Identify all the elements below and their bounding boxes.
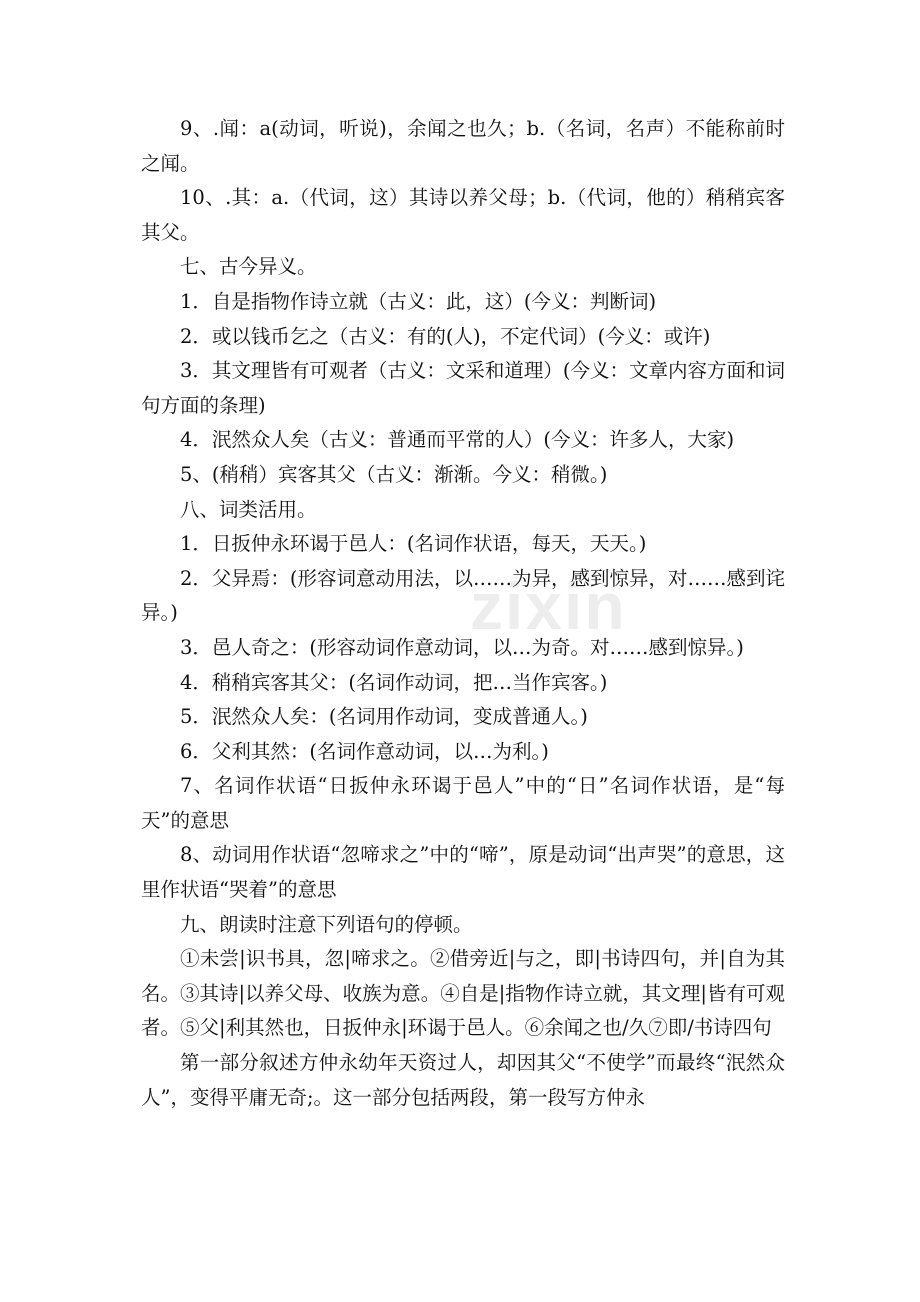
paragraph: 10、.其：a.（代词，这）其诗以养父母；b.（代词，他的）稍稍宾客其父。 <box>141 186 785 244</box>
paragraph: 8、动词用作状语“忽啼求之”中的“啼”，原是动词“出声哭”的意思，这里作状语“哭着”的意思 <box>141 843 785 902</box>
paragraph: 1．自是指物作诗立就（古义：此，这）(今义：判断词) <box>180 289 657 313</box>
paragraph: 第一部分叙述方仲永幼年天资过人，却因其父“不使学”而最终“泯然众人”，变得平庸无奇;。这一部分包括两段，第一段写方仲永 <box>141 1051 785 1109</box>
paragraph: 7、名词作状语“日扳仲永环谒于邑人”中的“日”名词作状语，是“每天”的意思 <box>141 774 785 832</box>
watermark: zixin <box>470 569 627 643</box>
paragraph: ①未尝|识书具，忽|啼求之。②借旁近|与之，即|书诗四句，并|自为其名。③其诗|以养父母、收族为意。④自是|指物作诗立就，其文理|皆有可观者。⑤父|利其然也，日扳仲永|环谒于邑人。⑥余闻之也/久⑦即/书诗四句 <box>141 947 785 1040</box>
section-heading: 七、古今异义。 <box>180 255 317 279</box>
paragraph: 1．日扳仲永环谒于邑人：(名词作状语，每天，天天。) <box>180 532 647 556</box>
paragraph: 2．父异焉：(形容词意动用法，以……为异，感到惊异，对……感到诧异。) <box>141 566 786 625</box>
paragraph: 9、.闻：a(动词，听说)，余闻之也久；b.（名词，名声）不能称前时之闻。 <box>141 117 785 175</box>
paragraph: 3．邑人奇之：(形容动词作意动词，以…为奇。对……感到惊异。) <box>180 635 744 659</box>
section-heading: 八、词类活用。 <box>180 497 317 521</box>
paragraph: 6．父利其然：(名词作意动词，以…为利。) <box>180 739 549 763</box>
section-heading: 九、朗读时注意下列语句的停顿。 <box>180 912 473 936</box>
paragraph: 5．泯然众人矣：(名词用作动词，变成普通人。) <box>180 705 588 729</box>
document-body <box>141 112 785 1115</box>
paragraph: 2．或以钱币乞之（古义：有的(人)，不定代词）(今义：或许) <box>180 324 711 348</box>
paragraph: 5、(稍稍）宾客其父（古义：渐渐。今义：稍微。) <box>180 462 608 486</box>
paragraph: 3．其文理皆有可观者（古义：文采和道理）(今义：文章内容方面和词句方面的条理) <box>141 359 786 417</box>
paragraph: 4．泯然众人矣（古义：普通而平常的人）(今义：许多人，大家) <box>180 428 735 452</box>
paragraph: 4．稍稍宾客其父：(名词作动词，把…当作宾客。) <box>180 670 608 694</box>
